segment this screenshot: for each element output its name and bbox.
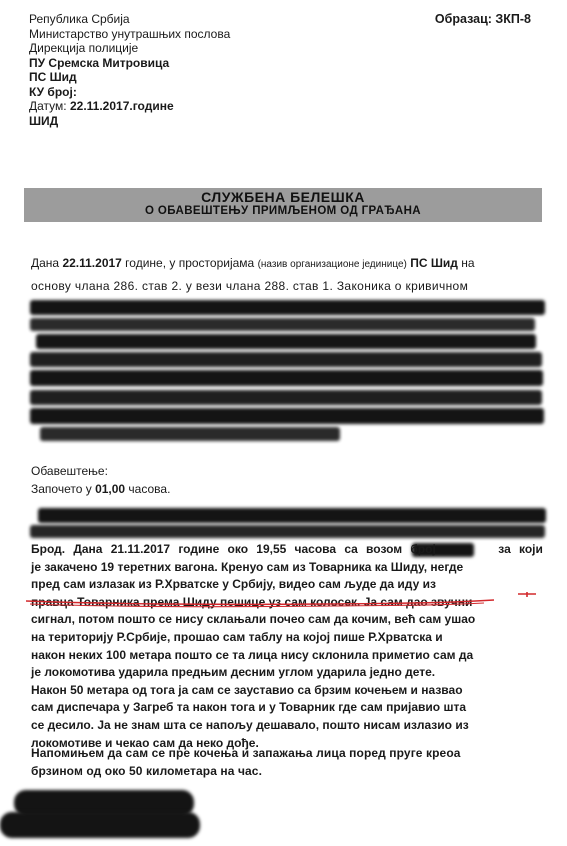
document-title: СЛУЖБЕНА БЕЛЕШКА xyxy=(201,189,365,205)
redaction-mark xyxy=(36,334,536,349)
notice-started xyxy=(31,482,541,496)
line-text: је локомотива ударила предњим десним углом ударила једно дете. xyxy=(31,665,436,680)
word: возом xyxy=(366,542,403,556)
statement-line-9 xyxy=(31,682,543,700)
notice-time-suffix: часова. xyxy=(125,482,171,496)
republic-line: Република Србија xyxy=(29,12,130,26)
line-text: сам диспечара у Загреб та након тога и у Товарник где сам пријавио шта xyxy=(31,700,466,715)
statement-line-7 xyxy=(31,647,543,665)
word: године xyxy=(178,542,220,556)
redaction-mark xyxy=(30,318,535,331)
redaction-mark xyxy=(30,370,543,386)
statement-line-4 xyxy=(31,594,543,612)
date-label: Датум: xyxy=(29,99,67,113)
date-value: 22.11.2017.године xyxy=(69,99,174,113)
statement-line-10 xyxy=(31,699,543,717)
redaction-mark xyxy=(38,508,546,523)
word: Дана xyxy=(73,542,103,556)
line-text: је закачено 19 теретних вагона. Кренуо сам из Товарника ка Шиду, негде xyxy=(31,559,464,574)
word: 19,55 xyxy=(256,542,287,556)
statement-line-3 xyxy=(31,576,543,594)
statement-line-5 xyxy=(31,611,543,629)
line-text: на територију Р.Србије, прошао сам таблу на којој пише Р.Хрватска и xyxy=(31,629,443,644)
signature-redaction xyxy=(0,812,200,838)
notice-label: Обавештење: xyxy=(31,464,108,478)
line-text: сигнал, потом пошто се нису склањали почео сам да кочим, већ сам ушао xyxy=(31,612,476,627)
statement-line-2 xyxy=(31,559,543,577)
line-text: Напомињем да сам се пре кочења и запажања лица поред пруге креоа xyxy=(31,746,461,760)
note-line-1 xyxy=(31,745,543,763)
directorate-line: Дирекција полиције xyxy=(29,41,139,55)
ministry-line: Министарство унутрашњих послова xyxy=(29,26,231,41)
statement-line-11 xyxy=(31,717,543,735)
redaction-mark xyxy=(30,352,542,367)
redaction-mark xyxy=(40,427,340,441)
word: са xyxy=(344,542,358,556)
line-text: локомотиве и чекао сам да неко дође. xyxy=(31,735,259,750)
line-text: брзином од око 50 километара на час. xyxy=(31,763,263,778)
intro-text-3: на xyxy=(457,256,475,270)
redacted-gap xyxy=(444,541,490,559)
line-text: Након 50 метара од тога ја сам се зауставио са брзим кочењем и назвао xyxy=(31,682,463,697)
word: који xyxy=(518,542,543,556)
date-line xyxy=(29,99,230,114)
line-text: се десило. Ја не знам шта се напољу дешавало, пошто нисам излазио из xyxy=(31,717,469,732)
statement-line-1 xyxy=(31,541,543,559)
word: Брод. xyxy=(31,542,66,556)
intro-unit: ПС Шид xyxy=(406,256,458,270)
statement-body xyxy=(31,541,543,752)
document-subtitle: О ОБАВЕШТЕЊУ ПРИМЉЕНОМ ОД ГРАЂАНА xyxy=(144,205,422,217)
word: 21.11.2017 xyxy=(110,542,171,556)
intro-unit-hint: (назив организационе јединице) xyxy=(257,259,407,270)
word: часова xyxy=(294,542,337,556)
word: за xyxy=(498,542,511,556)
intro-line-2: основу члана 286. став 2. у вези члана 288. став 1. Законика о кривичном xyxy=(31,279,469,293)
intro-text-2: године, у просторијама xyxy=(121,256,258,270)
note-line-2 xyxy=(31,763,543,781)
ku-line: КУ број: xyxy=(29,84,77,99)
intro-line-1 xyxy=(31,256,541,270)
intro-text: Дана xyxy=(31,256,63,270)
intro-date: 22.11.2017 xyxy=(62,256,122,270)
form-code: Образац: ЗКП-8 xyxy=(434,12,531,26)
notice-started-text: Започето у xyxy=(31,482,96,496)
line-text: пред сам излазак из Р.Хрватске у Србију, видео сам људе да иду из xyxy=(31,577,436,592)
note-block xyxy=(31,745,543,780)
pu-line: ПУ Сремска Митровица xyxy=(29,55,170,70)
word: око xyxy=(227,542,249,556)
notice-time: 01,00 xyxy=(95,482,126,496)
ps-line: ПС Шид xyxy=(29,70,77,84)
redaction-mark xyxy=(30,525,545,538)
redaction-mark xyxy=(30,390,542,405)
document-header xyxy=(29,12,230,128)
word: број xyxy=(410,542,436,556)
title-bar xyxy=(24,188,542,222)
redaction-mark xyxy=(30,300,545,315)
city-line: ШИД xyxy=(29,113,59,128)
line-text: правца Товарника према Шиду пешице уз сам колосек. Ја сам дао звучни xyxy=(31,594,473,609)
redaction-mark xyxy=(30,408,544,424)
line-text: након неких 100 метара пошто се та лица нису склонила приметио сам да xyxy=(31,647,474,662)
statement-line-6 xyxy=(31,629,543,647)
statement-line-8 xyxy=(31,664,543,682)
